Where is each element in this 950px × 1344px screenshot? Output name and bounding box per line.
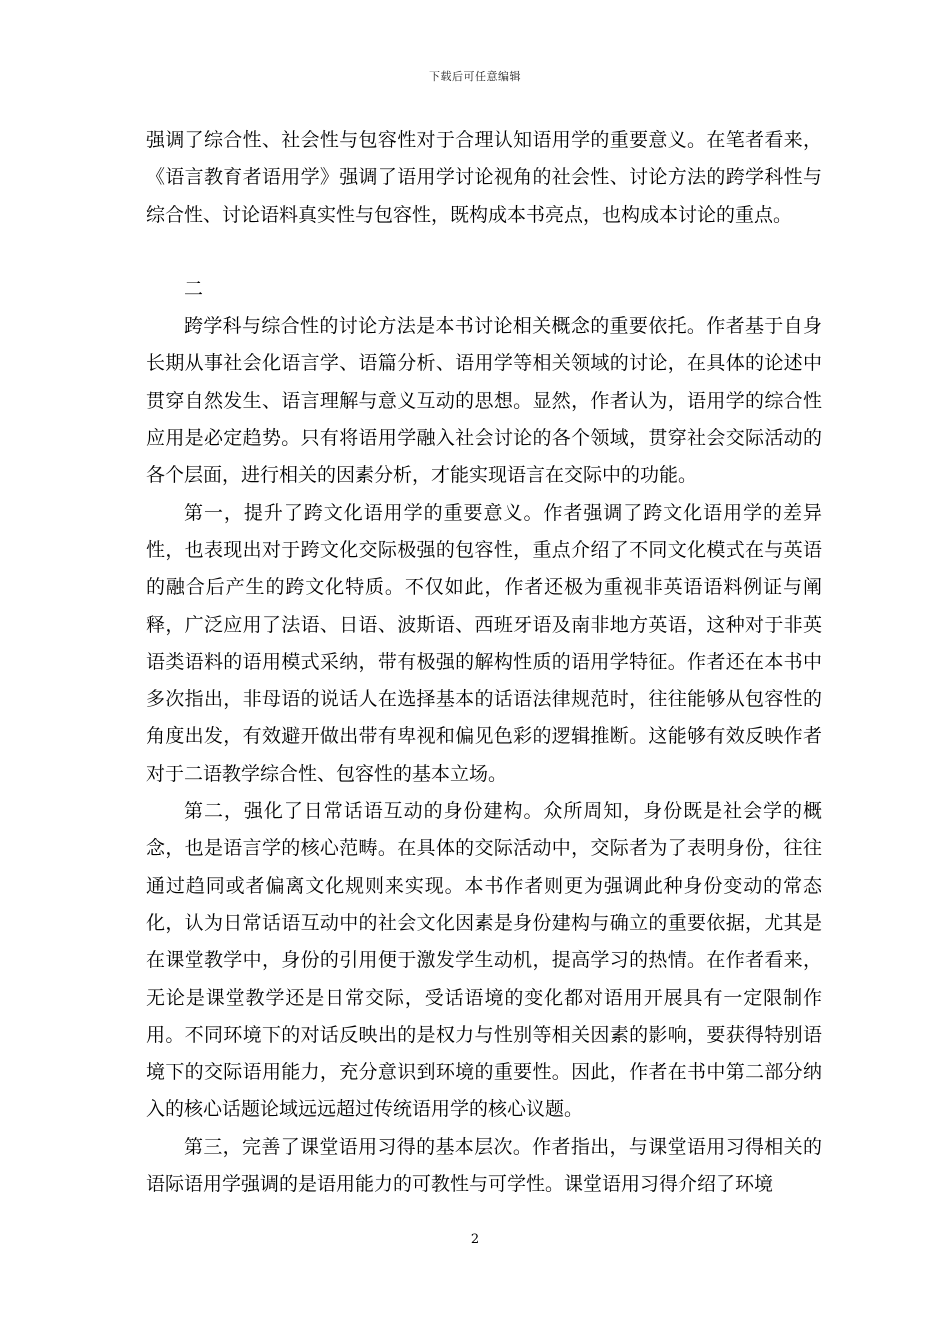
document-body	[146, 122, 822, 1203]
paragraph-second-point: 第二，强化了日常话语互动的身份建构。众所周知，身份既是社会学的概念，也是语言学的核心范畴。在具体的交际活动中，交际者为了表明身份，往往通过趋同或者偏离文化规则来实现。本书作者则更为强调此种身份变动的常态化，认为日常话语互动中的社会文化因素是身份建构与确立的重要依据，尤其是在课堂教学中，身份的引用便于激发学生动机，提高学习的热情。在作者看来，无论是课堂教学还是日常交际，受话语境的变化都对语用开展具有一定限制作用。不同环境下的对话反映出的是权力与性别等相关因素的影响，要获得特别语境下的交际语用能力，充分意识到环境的重要性。因此，作者在书中第二部分纳入的核心话题论域远远超过传统语用学的核心议题。	[146, 800, 822, 1121]
paragraph-third-point: 第三，完善了课堂语用习得的基本层次。作者指出，与课堂语用习得相关的语际语用学强调的是语用能力的可教性与可学性。课堂语用习得介绍了环境	[146, 1135, 822, 1196]
section-number: 二	[184, 277, 204, 300]
paragraph-first-point: 第一，提升了跨文化语用学的重要意义。作者强调了跨文化语用学的差异性，也表现出对于跨文化交际极强的包容性，重点介绍了不同文化模式在与英语的融合后产生的跨文化特质。不仅如此，作者还极为重视非英语语料例证与阐释，广泛应用了法语、日语、波斯语、西班牙语及南非地方英语，这种对于非英语类语料的语用模式采纳，带有极强的解构性质的语用学特征。作者还在本书中多次指出，非母语的说话人在选择基本的话语法律规范时，往往能够从包容性的角度出发，有效避开做出带有卑视和偏见色彩的逻辑推断。这能够有效反映作者对于二语教学综合性、包容性的基本立场。	[146, 501, 822, 785]
page-number: 2	[470, 1232, 480, 1247]
paragraph-continuation: 强调了综合性、社会性与包容性对于合理认知语用学的重要意义。在笔者看来，《语言教育者语用学》强调了语用学讨论视角的社会性、讨论方法的跨学科性与综合性、讨论语料真实性与包容性，既构成本书亮点，也构成本讨论的重点。	[146, 129, 822, 226]
page-header: 下载后可任意编辑	[429, 70, 521, 83]
paragraph-methodology: 跨学科与综合性的讨论方法是本书讨论相关概念的重要依托。作者基于自身长期从事社会化语言学、语篇分析、语用学等相关领域的讨论，在具体的论述中贯穿自然发生、语言理解与意义互动的思想。显然，作者认为，语用学的综合性应用是必定趋势。只有将语用学融入社会讨论的各个领域，贯穿社会交际活动的各个层面，进行相关的因素分析，才能实现语言在交际中的功能。	[146, 315, 822, 487]
